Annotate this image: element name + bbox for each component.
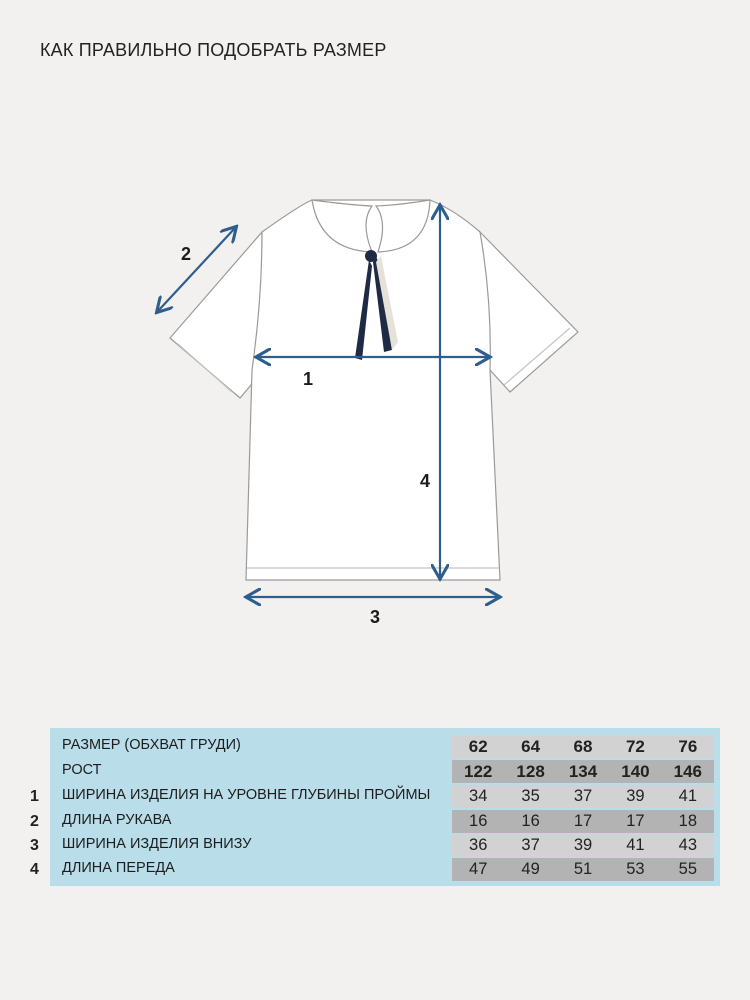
measure-label-3: 3 [370, 607, 381, 627]
row-values-measure-3 [452, 834, 714, 857]
table-cell: 41 [626, 836, 645, 854]
table-cell: 37 [573, 787, 593, 805]
row-label-measure-3: ШИРИНА ИЗДЕЛИЯ ВНИЗУ [62, 836, 252, 852]
row-label-measure-1: ШИРИНА ИЗДЕЛИЯ НА УРОВНЕ ГЛУБИНЫ ПРОЙМЫ [62, 787, 431, 803]
table-cell: 16 [469, 812, 488, 830]
table-cell: 53 [626, 860, 645, 878]
row-values-size [452, 735, 714, 758]
table-cell: 72 [625, 737, 645, 756]
table-cell: 37 [521, 836, 540, 854]
table-cell: 134 [568, 762, 598, 781]
row-values-measure-2 [452, 810, 714, 833]
table-cell: 146 [673, 762, 703, 781]
row-values-measure-4 [452, 858, 714, 881]
table-cell: 49 [521, 860, 540, 878]
table-cell: 76 [678, 737, 698, 756]
table-cell: 47 [469, 860, 488, 878]
table-cell: 55 [678, 860, 697, 878]
row-number-4: 4 [30, 861, 39, 878]
row-number-1: 1 [30, 788, 39, 805]
table-cell: 51 [573, 860, 593, 878]
table-cell: 140 [621, 762, 650, 781]
table-cell: 17 [573, 812, 593, 830]
table-cell: 39 [626, 787, 645, 805]
page-title: КАК ПРАВИЛЬНО ПОДОБРАТЬ РАЗМЕР [40, 40, 387, 60]
measure-label-1: 1 [303, 369, 314, 389]
row-label-measure-2: ДЛИНА РУКАВА [62, 812, 172, 828]
table-cell: 17 [626, 812, 645, 830]
table-cell: 39 [573, 836, 593, 854]
row-number-3: 3 [30, 837, 39, 854]
row-number-2: 2 [30, 813, 39, 830]
measure-label-4: 4 [420, 471, 431, 491]
table-cell: 62 [468, 737, 488, 756]
table-cell: 34 [469, 787, 488, 805]
table-cell: 35 [521, 787, 540, 805]
row-values-measure-1 [452, 785, 714, 808]
row-label-size: РАЗМЕР (ОБХВАТ ГРУДИ) [62, 737, 241, 753]
row-values-height [452, 760, 714, 783]
row-label-measure-4: ДЛИНА ПЕРЕДА [62, 860, 175, 876]
measure-label-2: 2 [181, 244, 192, 264]
table-cell: 43 [678, 836, 697, 854]
table-cell: 68 [573, 737, 593, 756]
table-cell: 36 [469, 836, 488, 854]
table-cell: 128 [516, 762, 545, 781]
row-label-height: РОСТ [62, 762, 102, 778]
table-cell: 41 [678, 787, 697, 805]
table-cell: 16 [521, 812, 540, 830]
table-cell: 64 [521, 737, 541, 756]
table-cell: 18 [678, 812, 697, 830]
table-cell: 122 [464, 762, 493, 781]
